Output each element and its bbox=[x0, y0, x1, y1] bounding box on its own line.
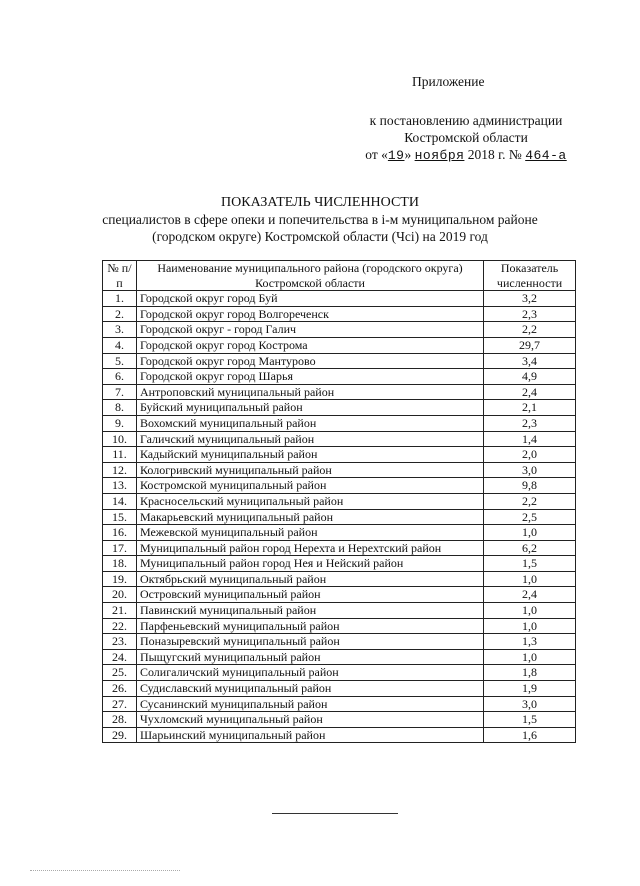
indicator-value: 3,0 bbox=[484, 462, 576, 478]
date-mid: » bbox=[404, 147, 412, 162]
table-row bbox=[103, 384, 576, 400]
row-number: 25. bbox=[103, 665, 137, 681]
indicator-value: 3,4 bbox=[484, 353, 576, 369]
district-name: Городской округ город Волгореченск bbox=[136, 306, 483, 322]
district-name: Чухломский муниципальный район bbox=[136, 712, 483, 728]
table-row bbox=[103, 306, 576, 322]
indicator-table bbox=[102, 260, 576, 743]
indicator-value: 1,0 bbox=[484, 618, 576, 634]
district-name: Муниципальный район город Нерехта и Нерехтский район bbox=[136, 540, 483, 556]
title-line-3: (городском округе) Костромской области (Чсi) на 2019 год bbox=[152, 229, 488, 244]
document-title bbox=[60, 194, 580, 245]
row-number: 3. bbox=[103, 322, 137, 338]
indicator-value: 1,4 bbox=[484, 431, 576, 447]
district-name: Поназыревский муниципальный район bbox=[136, 634, 483, 650]
district-name: Городской округ город Кострома bbox=[136, 337, 483, 353]
table-row bbox=[103, 353, 576, 369]
table-row bbox=[103, 462, 576, 478]
district-name: Межевской муниципальный район bbox=[136, 525, 483, 541]
district-name: Макарьевский муниципальный район bbox=[136, 509, 483, 525]
table-row bbox=[103, 369, 576, 385]
indicator-value: 2,2 bbox=[484, 322, 576, 338]
table-row bbox=[103, 322, 576, 338]
table-header-row bbox=[103, 261, 576, 291]
footer-divider bbox=[30, 870, 180, 871]
indicator-value: 2,5 bbox=[484, 509, 576, 525]
row-number: 7. bbox=[103, 384, 137, 400]
appendix-label: Приложение bbox=[412, 74, 485, 89]
table-row bbox=[103, 587, 576, 603]
indicator-value: 2,1 bbox=[484, 400, 576, 416]
table-row bbox=[103, 291, 576, 307]
indicator-value: 4,9 bbox=[484, 369, 576, 385]
indicator-value: 1,0 bbox=[484, 603, 576, 619]
indicator-value: 1,3 bbox=[484, 634, 576, 650]
indicator-value: 1,8 bbox=[484, 665, 576, 681]
table-row bbox=[103, 431, 576, 447]
indicator-value: 6,2 bbox=[484, 540, 576, 556]
indicator-value: 2,0 bbox=[484, 447, 576, 463]
table-row bbox=[103, 478, 576, 494]
title-line-1: ПОКАЗАТЕЛЬ ЧИСЛЕННОСТИ bbox=[221, 195, 419, 210]
district-name: Галичский муниципальный район bbox=[136, 431, 483, 447]
district-name: Кологривский муниципальный район bbox=[136, 462, 483, 478]
signature-line bbox=[272, 813, 398, 814]
row-number: 29. bbox=[103, 727, 137, 743]
row-number: 22. bbox=[103, 618, 137, 634]
indicator-value: 2,4 bbox=[484, 587, 576, 603]
table-row bbox=[103, 540, 576, 556]
indicator-value: 1,0 bbox=[484, 649, 576, 665]
row-number: 16. bbox=[103, 525, 137, 541]
district-name: Красносельский муниципальный район bbox=[136, 493, 483, 509]
indicator-value: 1,5 bbox=[484, 556, 576, 572]
row-number: 10. bbox=[103, 431, 137, 447]
district-name: Вохомский муниципальный район bbox=[136, 415, 483, 431]
district-name: Антроповский муниципальный район bbox=[136, 384, 483, 400]
row-number: 2. bbox=[103, 306, 137, 322]
district-name: Шарьинский муниципальный район bbox=[136, 727, 483, 743]
indicator-value: 2,2 bbox=[484, 493, 576, 509]
district-name: Сусанинский муниципальный район bbox=[136, 696, 483, 712]
table-row bbox=[103, 525, 576, 541]
table-row bbox=[103, 571, 576, 587]
title-line-2: специалистов в сфере опеки и попечительства в i-м муниципальном районе bbox=[102, 212, 538, 227]
date-prefix: от « bbox=[365, 147, 388, 162]
indicator-value: 9,8 bbox=[484, 478, 576, 494]
header-number: № п/п bbox=[103, 261, 137, 291]
district-name: Павинский муниципальный район bbox=[136, 603, 483, 619]
row-number: 23. bbox=[103, 634, 137, 650]
indicator-value: 1,9 bbox=[484, 681, 576, 697]
district-name: Октябрьский муниципальный район bbox=[136, 571, 483, 587]
table-row bbox=[103, 681, 576, 697]
indicator-value: 2,4 bbox=[484, 384, 576, 400]
row-number: 8. bbox=[103, 400, 137, 416]
date-day: 19 bbox=[387, 148, 405, 163]
row-number: 12. bbox=[103, 462, 137, 478]
row-number: 27. bbox=[103, 696, 137, 712]
row-number: 1. bbox=[103, 291, 137, 307]
table-row bbox=[103, 509, 576, 525]
table-row bbox=[103, 603, 576, 619]
district-name: Судиславский муниципальный район bbox=[136, 681, 483, 697]
indicator-value: 3,0 bbox=[484, 696, 576, 712]
row-number: 26. bbox=[103, 681, 137, 697]
indicator-value: 1,0 bbox=[484, 571, 576, 587]
date-month: ноября bbox=[414, 148, 465, 163]
indicator-value: 1,5 bbox=[484, 712, 576, 728]
row-number: 6. bbox=[103, 369, 137, 385]
date-year: 2018 г. № bbox=[467, 147, 522, 162]
indicator-value: 29,7 bbox=[484, 337, 576, 353]
district-name: Муниципальный район город Нея и Нейский район bbox=[136, 556, 483, 572]
decree-line-2: Костромской области bbox=[404, 130, 528, 145]
row-number: 5. bbox=[103, 353, 137, 369]
row-number: 19. bbox=[103, 571, 137, 587]
row-number: 13. bbox=[103, 478, 137, 494]
row-number: 21. bbox=[103, 603, 137, 619]
district-name: Городской округ - город Галич bbox=[136, 322, 483, 338]
district-name: Буйский муниципальный район bbox=[136, 400, 483, 416]
table-row bbox=[103, 712, 576, 728]
table-row bbox=[103, 634, 576, 650]
row-number: 20. bbox=[103, 587, 137, 603]
table-row bbox=[103, 649, 576, 665]
row-number: 14. bbox=[103, 493, 137, 509]
decree-reference bbox=[336, 112, 596, 164]
district-name: Пыщугский муниципальный район bbox=[136, 649, 483, 665]
indicator-value: 1,0 bbox=[484, 525, 576, 541]
table-row bbox=[103, 618, 576, 634]
header-value: Показатель численности bbox=[484, 261, 576, 291]
table-row bbox=[103, 415, 576, 431]
indicator-value: 1,6 bbox=[484, 727, 576, 743]
decree-number: 464-а bbox=[525, 148, 567, 163]
district-name: Городской округ город Шарья bbox=[136, 369, 483, 385]
row-number: 17. bbox=[103, 540, 137, 556]
row-number: 18. bbox=[103, 556, 137, 572]
table-row bbox=[103, 337, 576, 353]
row-number: 15. bbox=[103, 509, 137, 525]
indicator-value: 3,2 bbox=[484, 291, 576, 307]
decree-date-line bbox=[336, 146, 596, 164]
district-name: Кадыйский муниципальный район bbox=[136, 447, 483, 463]
district-name: Городской округ город Буй bbox=[136, 291, 483, 307]
table-row bbox=[103, 447, 576, 463]
row-number: 9. bbox=[103, 415, 137, 431]
row-number: 11. bbox=[103, 447, 137, 463]
row-number: 28. bbox=[103, 712, 137, 728]
indicator-value: 2,3 bbox=[484, 306, 576, 322]
row-number: 4. bbox=[103, 337, 137, 353]
district-name: Парфеньевский муниципальный район bbox=[136, 618, 483, 634]
decree-line-1: к постановлению администрации bbox=[369, 113, 563, 128]
table-row bbox=[103, 493, 576, 509]
district-name: Островский муниципальный район bbox=[136, 587, 483, 603]
district-name: Городской округ город Мантурово bbox=[136, 353, 483, 369]
table-row bbox=[103, 400, 576, 416]
row-number: 24. bbox=[103, 649, 137, 665]
table-row bbox=[103, 556, 576, 572]
table-row bbox=[103, 696, 576, 712]
district-name: Солигаличский муниципальный район bbox=[136, 665, 483, 681]
indicator-value: 2,3 bbox=[484, 415, 576, 431]
header-name: Наименование муниципального района (городского округа) Костромской области bbox=[136, 261, 483, 291]
district-name: Костромской муниципальный район bbox=[136, 478, 483, 494]
table-row bbox=[103, 665, 576, 681]
table-row bbox=[103, 727, 576, 743]
